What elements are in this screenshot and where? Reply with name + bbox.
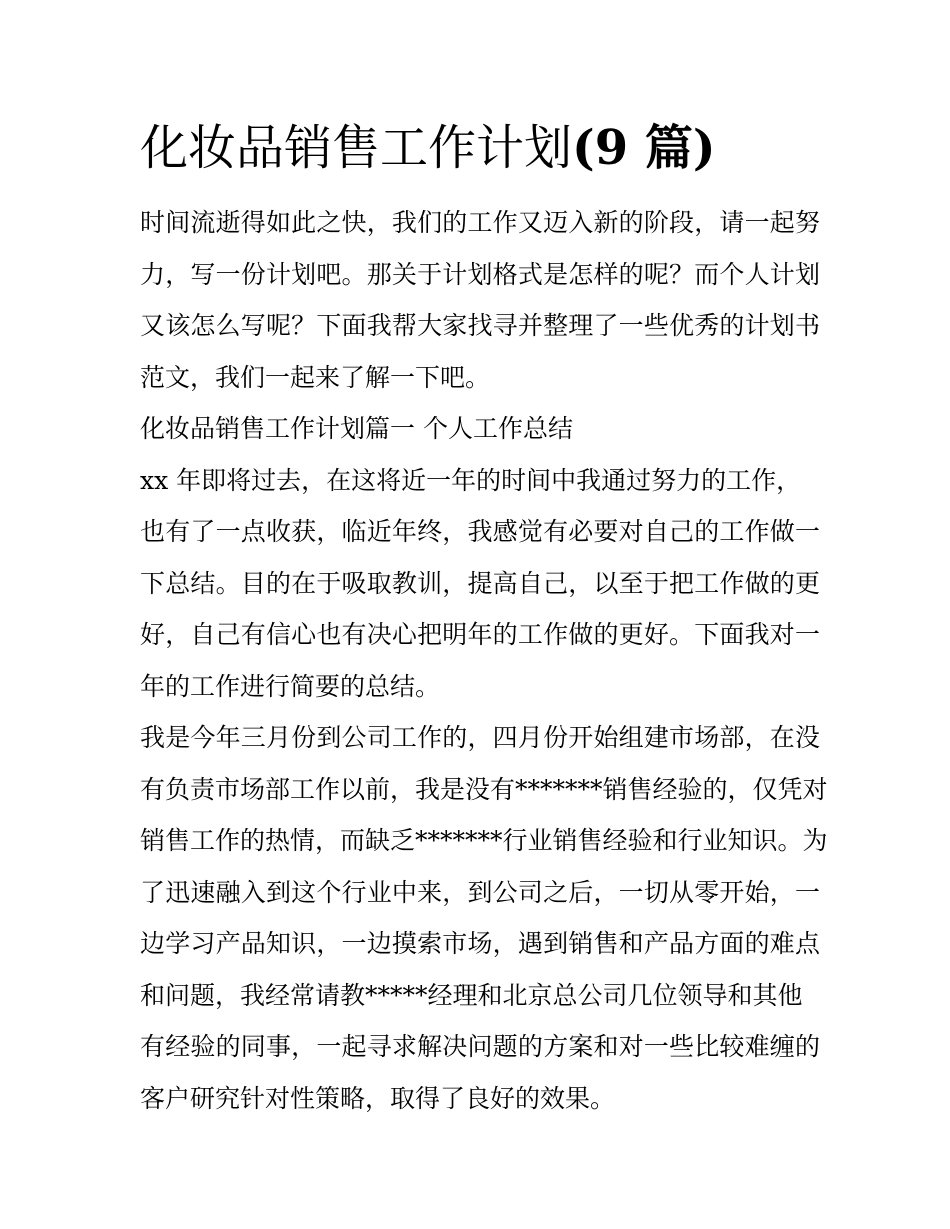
- paragraph-line: 又该怎么写呢？下面我帮大家找寻并整理了一些优秀的计划书: [140, 311, 820, 340]
- paragraph-line: 有经验的同事，一起寻求解决问题的方案和对一些比较难缠的: [140, 1032, 820, 1061]
- document-body: [140, 197, 828, 1124]
- document-title: [140, 116, 840, 180]
- paragraph-line: 也有了一点收获，临近年终，我感觉有必要对自己的工作做一: [140, 517, 820, 546]
- paragraph-line: 我是今年三月份到公司工作的，四月份开始组建市场部，在没: [140, 723, 820, 752]
- title-count: (9 篇): [572, 120, 716, 176]
- paragraph-line: 销售工作的热情，而缺乏*******行业销售经验和行业知识。为: [140, 826, 828, 855]
- title-text: 化妆品销售工作计划: [140, 120, 573, 176]
- section-heading: 化妆品销售工作计划篇一 个人工作总结: [140, 414, 573, 443]
- paragraph-line: 边学习产品知识，一边摸索市场，遇到销售和产品方面的难点: [140, 929, 820, 958]
- paragraph-line: 了迅速融入到这个行业中来，到公司之后，一切从零开始，一: [140, 877, 820, 907]
- paragraph-line: 时间流逝得如此之快，我们的工作又迈入新的阶段，请一起努: [140, 208, 820, 237]
- paragraph-line: 有负责市场部工作以前，我是没有*******销售经验的，仅凭对: [140, 774, 828, 804]
- paragraph-line: 力，写一份计划吧。那关于计划格式是怎样的呢？而个人计划: [140, 259, 820, 289]
- paragraph-line: 下总结。目的在于吸取教训，提高自己，以至于把工作做的更: [140, 568, 820, 598]
- paragraph-line: 客户研究针对性策略，取得了良好的效果。: [140, 1083, 616, 1113]
- paragraph-line: xx 年即将过去，在这将近一年的时间中我通过努力的工作，: [140, 465, 802, 495]
- paragraph-line: 和问题，我经常请教*****经理和北京总公司几位领导和其他: [140, 980, 803, 1010]
- paragraph-line: 年的工作进行简要的总结。: [140, 671, 441, 701]
- paragraph-line: 范文，我们一起来了解一下吧。: [140, 362, 491, 392]
- paragraph-line: 好，自己有信心也有决心把明年的工作做的更好。下面我对一: [140, 620, 820, 649]
